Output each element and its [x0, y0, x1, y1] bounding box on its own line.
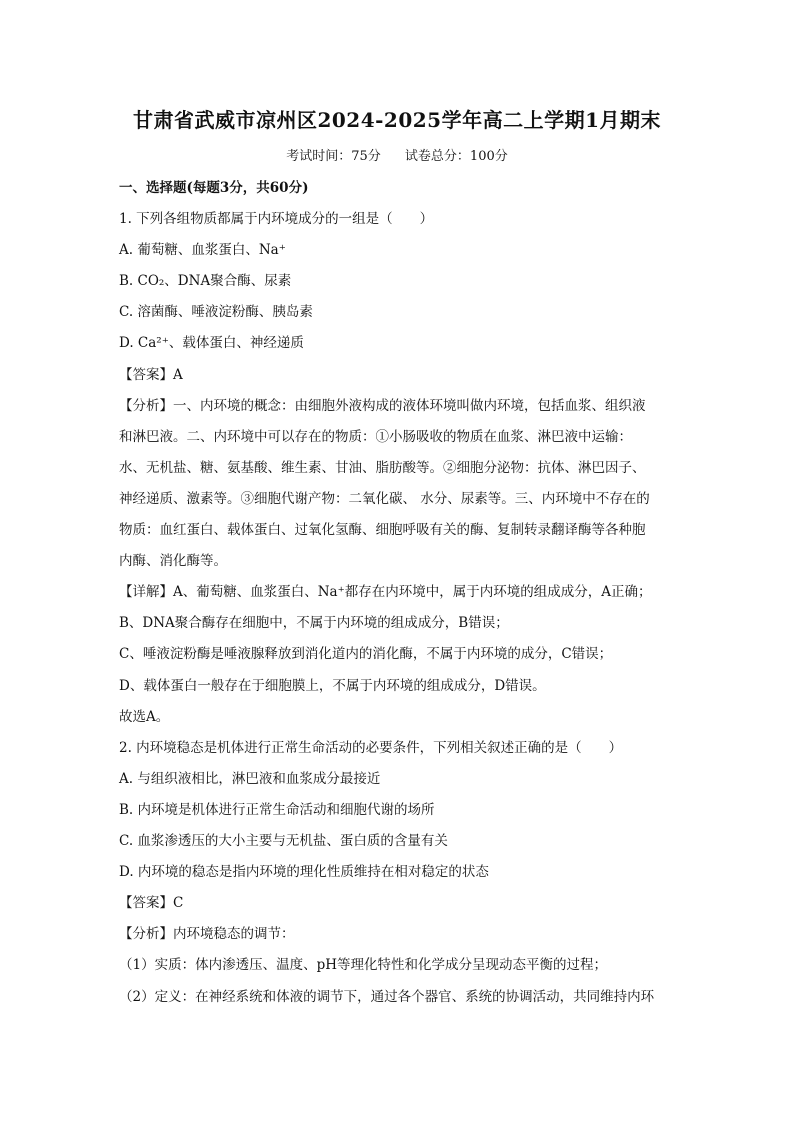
- text-line: B、DNA聚合酶存在细胞中，不属于内环境的组成成分，B错误；: [119, 615, 509, 632]
- text-line: 2. 内环境稳态是机体进行正常生命活动的必要条件，下列相关叙述正确的是（ ）: [119, 739, 623, 756]
- section-heading: 一、选择题(每题3分，共60分): [119, 180, 309, 196]
- text-line: （1）实质：体内渗透压、温度、pH等理化特性和化学成分呈现动态平衡的过程；: [119, 957, 608, 974]
- text-line: A. 与组织液相比，淋巴液和血浆成分最接近: [119, 770, 381, 787]
- exam-total-score: 试卷总分：100分: [404, 149, 508, 164]
- text-line: 【答案】A: [119, 366, 183, 383]
- text-line: 故选A。: [119, 708, 170, 725]
- text-line: C. 血浆渗透压的大小主要与无机盐、蛋白质的含量有关: [119, 833, 448, 849]
- text-line: 【答案】C: [119, 895, 184, 912]
- text-line: 【分析】一、内环境的概念：由细胞外液构成的液体环境叫做内环境，包括血浆、组织液: [119, 397, 646, 414]
- text-line: 物质：血红蛋白、载体蛋白、过氧化氢酶、细胞呼吸有关的酶、复制转录翻译酶等各种胞: [119, 522, 646, 538]
- text-line: A. 葡萄糖、血浆蛋白、Na⁺: [119, 242, 286, 259]
- exam-time: 考试时间：75分: [286, 149, 381, 164]
- text-line: 和淋巴液。二、内环境中可以存在的物质：①小肠吸收的物质在血浆、淋巴液中运输：: [119, 428, 632, 445]
- text-line: 水、无机盐、糖、氨基酸、维生素、甘油、脂肪酸等。②细胞分泌物：抗体、淋巴因子、: [119, 459, 646, 476]
- text-line: D、载体蛋白一般存在于细胞膜上，不属于内环境的组成成分，D错误。: [119, 677, 546, 694]
- text-line: 【分析】内环境稳态的调节：: [119, 926, 295, 943]
- text-line: D. Ca²⁺、载体蛋白、神经递质: [119, 335, 304, 352]
- page-title: 甘肃省武威市凉州区2024-2025学年高二上学期1月期末: [132, 108, 662, 132]
- exam-meta: [0, 145, 794, 164]
- text-line: （2）定义：在神经系统和体液的调节下，通过各个器官、系统的协调活动，共同维持内环: [119, 988, 655, 1005]
- text-line: 1. 下列各组物质都属于内环境成分的一组是（ ）: [119, 211, 434, 227]
- text-line: C、唾液淀粉酶是唾液腺释放到消化道内的消化酶，不属于内环境的成分，C错误；: [119, 646, 613, 663]
- text-line: B. 内环境是机体进行正常生命活动和细胞代谢的场所: [119, 801, 435, 818]
- text-line: 内酶、消化酶等。: [119, 553, 227, 570]
- text-line: 【详解】A、葡萄糖、血浆蛋白、Na⁺都存在内环境中，属于内环境的组成成分，A正确；: [119, 584, 652, 601]
- text-line: 神经递质、激素等。③细胞代谢产物：二氧化碳、 水分、尿素等。三、内环境中不存在的: [119, 490, 650, 507]
- text-line: D. 内环境的稳态是指内环境的理化性质维持在相对稳定的状态: [119, 864, 489, 881]
- text-line: C. 溶菌酶、唾液淀粉酶、胰岛素: [119, 304, 313, 321]
- text-line: B. CO₂、DNA聚合酶、尿素: [119, 273, 292, 290]
